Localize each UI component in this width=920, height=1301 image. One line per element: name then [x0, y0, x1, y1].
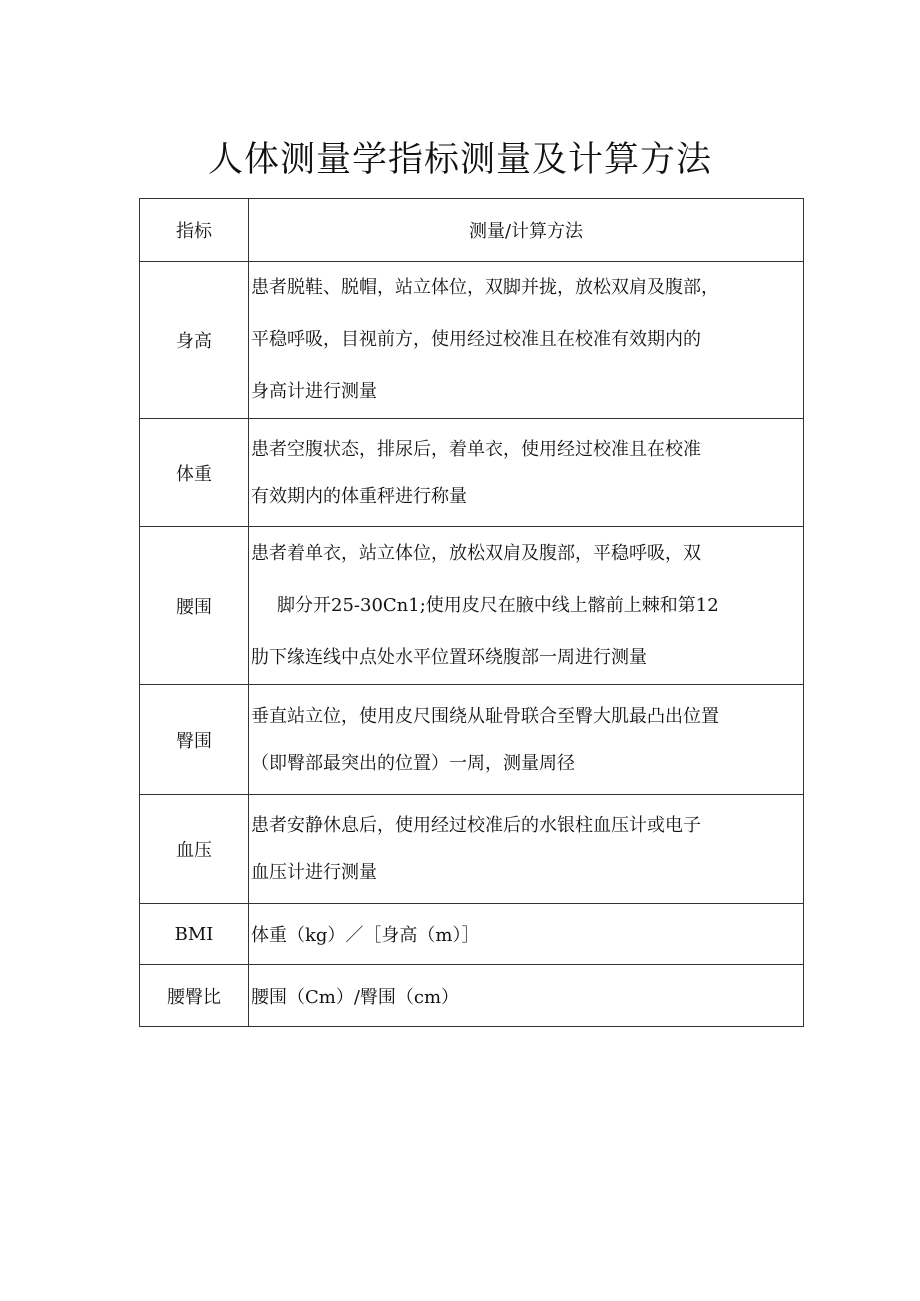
- table-row: [140, 419, 804, 527]
- document-title: 人体测量学指标测量及计算方法: [207, 140, 712, 180]
- method-line: 肋下缘连线中点处水平位置环绕腹部一周进行测量: [251, 646, 647, 668]
- method-line: 患者安静休息后，使用经过校准后的水银柱血压计或电子: [251, 815, 701, 836]
- indicator-name: 身高: [140, 262, 249, 419]
- method-line: 垂直站立位，使用皮尺围绕从耻骨联合至臀大肌最凸出位置: [251, 705, 719, 727]
- method-description: [249, 419, 804, 527]
- measurement-table: [139, 198, 804, 1027]
- table-row: [140, 795, 804, 904]
- method-line: 血压计进行测量: [251, 862, 377, 883]
- method-description: [249, 527, 804, 685]
- table-row: [140, 904, 804, 965]
- method-line: （即臀部最突出的位置）一周，测量周径: [251, 752, 575, 774]
- method-line: 患者着单衣，站立体位，放松双肩及腹部，平稳呼吸，双: [251, 542, 701, 564]
- method-line: 平稳呼吸，目视前方，使用经过校准且在校准有效期内的: [251, 329, 701, 350]
- indicator-name: BMI: [140, 904, 249, 965]
- header-indicator: 指标: [140, 199, 249, 262]
- indicator-name: 体重: [140, 419, 249, 527]
- method-line: 患者空腹状态，排尿后，着单衣，使用经过校准且在校准: [251, 438, 701, 460]
- method-line: 腰围（Cm）/臀围（cm）: [251, 986, 460, 1008]
- method-description: [249, 795, 804, 904]
- table-header-row: [140, 199, 804, 262]
- method-description: [249, 965, 804, 1027]
- table-row: [140, 965, 804, 1027]
- method-description: [249, 262, 804, 419]
- method-line: 脚分开25-30Cn1;使用皮尺在腋中线上髂前上棘和第12: [277, 594, 719, 616]
- indicator-name: 腰围: [140, 527, 249, 685]
- table-row: [140, 527, 804, 685]
- table-row: [140, 262, 804, 419]
- header-method: 测量/计算方法: [249, 199, 804, 262]
- method-description: [249, 685, 804, 795]
- indicator-name: 血压: [140, 795, 249, 904]
- indicator-name: 腰臀比: [140, 965, 249, 1027]
- method-line: 体重（kg）／［身高（m）］: [251, 925, 480, 946]
- indicator-name: 臀围: [140, 685, 249, 795]
- method-line: 有效期内的体重秤进行称量: [251, 485, 467, 507]
- method-line: 患者脱鞋、脱帽，站立体位，双脚并拢，放松双肩及腹部，: [251, 277, 719, 298]
- method-line: 身高计进行测量: [251, 381, 377, 402]
- table-row: [140, 685, 804, 795]
- method-description: [249, 904, 804, 965]
